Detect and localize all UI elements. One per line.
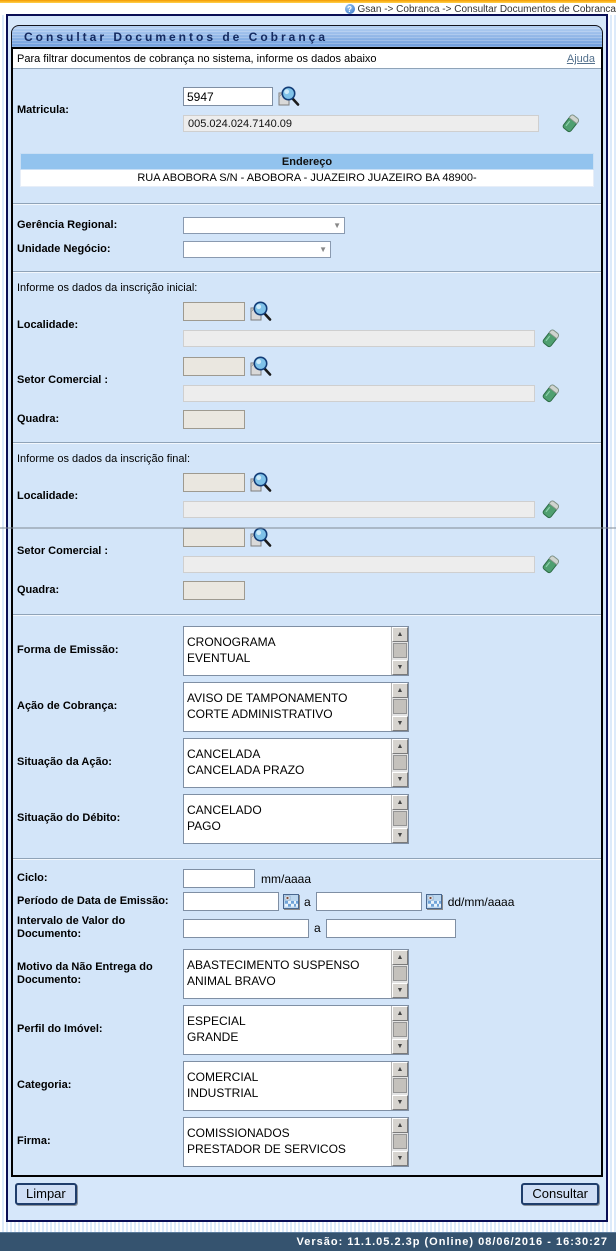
quadra-inicial-input xyxy=(183,410,245,429)
endereco-table xyxy=(20,153,594,187)
scrollbar-thumb[interactable] xyxy=(393,1022,407,1037)
limpar-button[interactable]: Limpar xyxy=(15,1183,77,1205)
acao-cobranca-listbox[interactable] xyxy=(183,682,409,732)
listbox-option[interactable]: CANCELADO xyxy=(187,803,262,817)
calendar-icon[interactable] xyxy=(426,894,442,909)
scrollbar[interactable] xyxy=(391,950,408,998)
search-icon[interactable] xyxy=(249,355,272,378)
periodo-emissao-label: Período de Data de Emissão: xyxy=(17,895,169,907)
scrollbar[interactable] xyxy=(391,795,408,843)
scroll-up-icon[interactable]: ▲ xyxy=(392,627,408,642)
form-frame xyxy=(11,47,603,1177)
localidade-inicial-desc-field xyxy=(183,330,535,347)
breadcrumb-text: Gsan -> Cobranca -> Consultar Documentos de Cobranca xyxy=(357,3,616,15)
scroll-down-icon[interactable]: ▼ xyxy=(392,716,408,731)
divider xyxy=(13,858,601,860)
screenshot-stitch-line xyxy=(0,527,616,529)
localidade-final-input xyxy=(183,473,245,492)
listbox-option[interactable]: CORTE ADMINISTRATIVO xyxy=(187,707,333,721)
matricula-input[interactable] xyxy=(183,87,273,106)
inscricao-inicial-title: Informe os dados da inscrição inicial: xyxy=(17,282,198,294)
scrollbar[interactable] xyxy=(391,1062,408,1110)
situacao-acao-listbox[interactable] xyxy=(183,738,409,788)
help-icon: ? xyxy=(345,4,355,14)
divider xyxy=(13,203,601,205)
motivo-nao-entrega-label: Motivo da Não Entrega do Documento: xyxy=(17,961,153,986)
scrollbar-thumb[interactable] xyxy=(393,966,407,981)
scroll-up-icon[interactable]: ▲ xyxy=(392,739,408,754)
data-emissao-inicial-input[interactable] xyxy=(183,892,279,911)
version-text: Versão: 11.1.05.2.3p (Online) 08/06/2016 - 16:30:27 xyxy=(296,1236,608,1248)
motivo-nao-entrega-listbox[interactable] xyxy=(183,949,409,999)
divider xyxy=(13,614,601,616)
ciclo-label: Ciclo: xyxy=(17,872,48,884)
main-panel xyxy=(6,14,608,1222)
valor-final-input[interactable] xyxy=(326,919,456,938)
listbox-option[interactable]: PRESTADOR DE SERVICOS xyxy=(187,1142,346,1156)
scroll-up-icon[interactable]: ▲ xyxy=(392,683,408,698)
setor-final-label: Setor Comercial : xyxy=(17,544,109,557)
unidade-negocio-label: Unidade Negócio: xyxy=(17,243,111,255)
scroll-down-icon[interactable]: ▼ xyxy=(392,1095,408,1110)
data-emissao-final-input[interactable] xyxy=(316,892,422,911)
consultar-button[interactable]: Consultar xyxy=(521,1183,599,1205)
scroll-up-icon[interactable]: ▲ xyxy=(392,795,408,810)
scroll-up-icon[interactable]: ▲ xyxy=(392,950,408,965)
intro-text: Para filtrar documentos de cobrança no sistema, informe os dados abaixo xyxy=(17,53,377,65)
localidade-inicial-label: Localidade: xyxy=(17,318,79,331)
scroll-up-icon[interactable]: ▲ xyxy=(392,1062,408,1077)
listbox-option[interactable]: ESPECIAL xyxy=(187,1014,246,1028)
intervalo-separator: a xyxy=(314,921,321,935)
scroll-down-icon[interactable]: ▼ xyxy=(392,772,408,787)
listbox-option[interactable]: CANCELADA PRAZO xyxy=(187,763,305,777)
chevron-down-icon: ▼ xyxy=(333,220,341,230)
setor-final-input xyxy=(183,528,245,547)
eraser-icon[interactable] xyxy=(541,383,560,405)
listbox-option[interactable]: CANCELADA xyxy=(187,747,261,761)
scrollbar-thumb[interactable] xyxy=(393,643,407,658)
scrollbar[interactable] xyxy=(391,683,408,731)
scrollbar[interactable] xyxy=(391,739,408,787)
valor-inicial-input[interactable] xyxy=(183,919,309,938)
scrollbar-thumb[interactable] xyxy=(393,755,407,770)
eraser-icon[interactable] xyxy=(561,113,580,135)
scroll-up-icon[interactable]: ▲ xyxy=(392,1006,408,1021)
situacao-debito-listbox[interactable] xyxy=(183,794,409,844)
perfil-imovel-label: Perfil do Imóvel: xyxy=(17,1023,103,1035)
scrollbar-thumb[interactable] xyxy=(393,811,407,826)
search-icon[interactable] xyxy=(249,526,272,549)
listbox-option[interactable]: GRANDE xyxy=(187,1030,239,1044)
inscricao-final-title: Informe os dados da inscrição final: xyxy=(17,453,191,465)
quadra-inicial-label: Quadra: xyxy=(17,413,60,425)
endereco-header: Endereço xyxy=(20,153,594,170)
acao-cobranca-label: Ação de Cobrança: xyxy=(17,700,118,712)
version-bar xyxy=(0,1232,616,1251)
scrollbar-thumb[interactable] xyxy=(393,1078,407,1093)
categoria-label: Categoria: xyxy=(17,1079,72,1091)
panel-title-bar xyxy=(11,25,603,47)
scroll-down-icon[interactable]: ▼ xyxy=(392,828,408,843)
matricula-label: Matricula: xyxy=(17,103,69,116)
eraser-icon[interactable] xyxy=(541,554,560,576)
search-icon[interactable] xyxy=(249,300,272,323)
listbox-option[interactable]: ANIMAL BRAVO xyxy=(187,974,276,988)
perfil-imovel-listbox[interactable] xyxy=(183,1005,409,1055)
unidade-negocio-select[interactable] xyxy=(183,241,331,258)
listbox-option[interactable]: PAGO xyxy=(187,819,221,833)
forma-emissao-listbox[interactable] xyxy=(183,626,409,676)
categoria-listbox[interactable] xyxy=(183,1061,409,1111)
page-title: Consultar Documentos de Cobrança xyxy=(24,29,329,44)
gerencia-regional-select[interactable] xyxy=(183,217,345,234)
scrollbar-thumb[interactable] xyxy=(393,699,407,714)
localidade-final-label: Localidade: xyxy=(17,489,79,502)
ajuda-link[interactable]: Ajuda xyxy=(566,53,595,65)
scroll-down-icon[interactable]: ▼ xyxy=(392,1039,408,1054)
firma-label: Firma: xyxy=(17,1135,51,1147)
endereco-value: RUA ABOBORA S/N - ABOBORA - JUAZEIRO JUAZEIRO BA 48900- xyxy=(20,170,594,187)
setor-final-desc-field xyxy=(183,556,535,573)
scrollbar[interactable] xyxy=(391,1118,408,1166)
chevron-down-icon: ▼ xyxy=(319,244,327,254)
periodo-mask: dd/mm/aaaa xyxy=(447,894,515,909)
scrollbar[interactable] xyxy=(391,1006,408,1054)
listbox-option[interactable]: COMERCIAL xyxy=(187,1070,259,1084)
calendar-icon[interactable] xyxy=(283,894,299,909)
listbox-option[interactable]: CRONOGRAMA xyxy=(187,635,276,649)
scroll-down-icon[interactable]: ▼ xyxy=(392,1151,408,1166)
situacao-acao-label: Situação da Ação: xyxy=(17,756,112,768)
setor-inicial-input xyxy=(183,357,245,376)
search-icon[interactable] xyxy=(249,471,272,494)
quadra-final-label: Quadra: xyxy=(17,584,60,596)
periodo-separator: a xyxy=(304,894,311,909)
ciclo-input[interactable] xyxy=(183,869,255,888)
intervalo-valor-label: Intervalo de Valor do Documento: xyxy=(17,915,126,940)
eraser-icon[interactable] xyxy=(541,328,560,350)
listbox-option[interactable]: EVENTUAL xyxy=(187,651,251,665)
situacao-debito-label: Situação do Débito: xyxy=(17,812,121,824)
listbox-option[interactable]: ABASTECIMENTO SUSPENSO xyxy=(187,958,360,972)
setor-inicial-desc-field xyxy=(183,385,535,402)
scroll-down-icon[interactable]: ▼ xyxy=(392,660,408,675)
scrollbar-thumb[interactable] xyxy=(393,1134,407,1149)
listbox-option[interactable]: INDUSTRIAL xyxy=(187,1086,259,1100)
scroll-up-icon[interactable]: ▲ xyxy=(392,1118,408,1133)
gerencia-regional-label: Gerência Regional: xyxy=(17,219,118,231)
firma-listbox[interactable] xyxy=(183,1117,409,1167)
search-icon[interactable] xyxy=(277,85,300,108)
localidade-final-desc-field xyxy=(183,501,535,518)
matricula-inscricao-field: 005.024.024.7140.09 xyxy=(183,115,539,132)
scrollbar[interactable] xyxy=(391,627,408,675)
listbox-option[interactable]: AVISO DE TAMPONAMENTO xyxy=(187,691,348,705)
ciclo-mask: mm/aaaa xyxy=(261,871,312,886)
forma-emissao-label: Forma de Emissão: xyxy=(17,644,119,656)
quadra-final-input xyxy=(183,581,245,600)
localidade-inicial-input xyxy=(183,302,245,321)
listbox-option[interactable]: COMISSIONADOS xyxy=(187,1126,290,1140)
setor-inicial-label: Setor Comercial : xyxy=(17,373,109,386)
eraser-icon[interactable] xyxy=(541,499,560,521)
scroll-down-icon[interactable]: ▼ xyxy=(392,983,408,998)
